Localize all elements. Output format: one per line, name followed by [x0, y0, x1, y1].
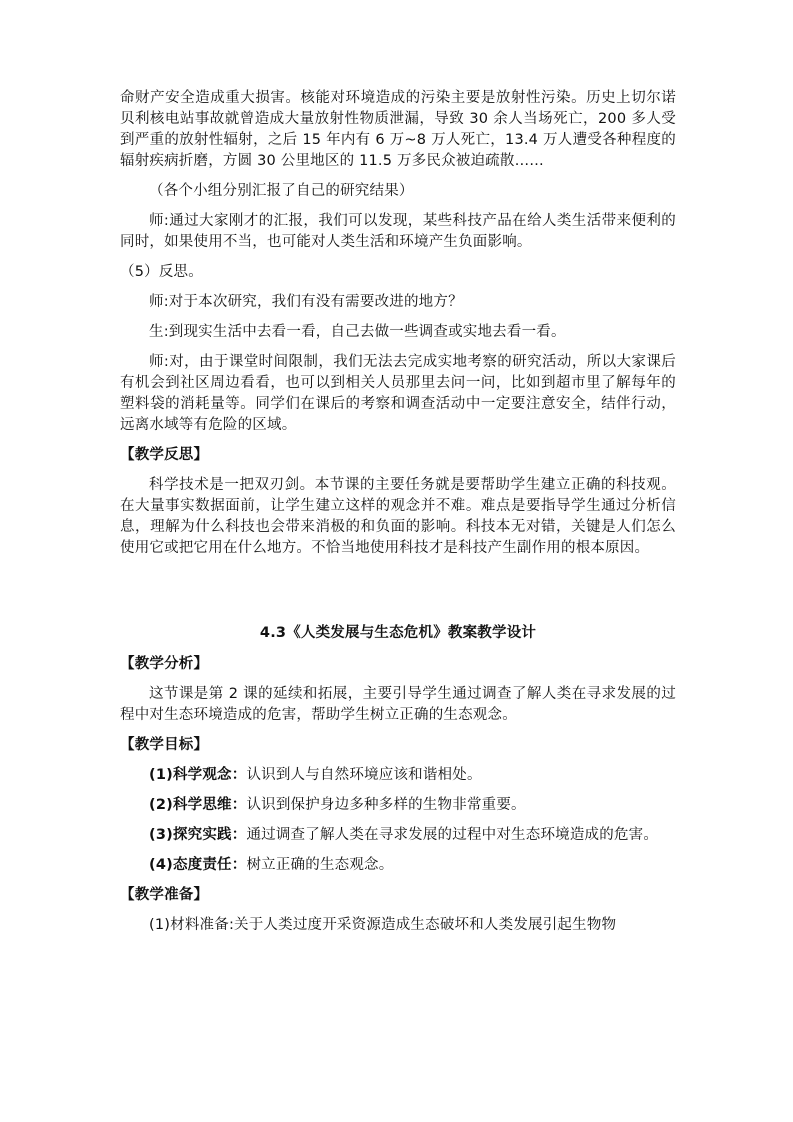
goal-item — [120, 765, 676, 786]
teaching-reflection-text: 科学技术是一把双刃剑。本节课的主要任务就是要帮助学生建立正确的科技观。在大量事实数据面前，让学生建立这样的观念并不难。难点是要指导学生通过分析信息，理解为什么科技也会带来消极的和负面的影响。科技本无对错，关键是人们怎么使用它或把它用在什么地方。不恰当地使用科技才是科技产生副作用的根本原因。 — [120, 477, 676, 556]
paragraph-teacher-advice: 师:对，由于课堂时间限制，我们无法去完成实地考察的研究活动，所以大家课后有机会到社区周边看看，也可以到相关人员那里去问一问，比如到超市里了解每年的塑料袋的消耗量等。同学们在课后的考察和调查活动中一定要注意安全，结伴行动，远离水域等有危险的区域。 — [120, 354, 676, 433]
goal-item — [120, 825, 676, 846]
lesson-title: 4.3《人类发展与生态危机》教案教学设计 — [259, 625, 537, 641]
goal-item — [120, 855, 676, 876]
paragraph-student-answer: 生:到现实生活中去看一看，自己去做一些调查或实地去看一看。 — [149, 324, 566, 340]
paragraph-group-report-note: （各个小组分别汇报了自己的研究结果） — [149, 183, 414, 199]
goal-item — [120, 795, 676, 816]
goal-text: 认识到保护身边多种多样的生物非常重要。 — [246, 797, 526, 813]
goal-label: (3)探究实践： — [149, 827, 247, 843]
teaching-goals-heading: 【教学目标】 — [120, 737, 209, 753]
paragraph-teacher-summary: 师:通过大家刚才的汇报，我们可以发现，某些科技产品在给人类生活带来便利的同时，如果使用不当，也可能对人类生活和环境产生负面影响。 — [120, 213, 676, 250]
goal-label: (2)科学思维： — [149, 797, 247, 813]
teaching-reflection-heading: 【教学反思】 — [120, 447, 209, 463]
teaching-preparation-text: (1)材料准备:关于人类过度开采资源造成生态破坏和人类发展引起生物物 — [149, 917, 617, 933]
goal-label: (4)态度责任： — [149, 857, 247, 873]
goal-text: 认识到人与自然环境应该和谐相处。 — [246, 767, 482, 783]
teaching-analysis-heading: 【教学分析】 — [120, 656, 209, 672]
paragraph-teacher-question: 师:对于本次研究，我们有没有需要改进的地方？ — [149, 294, 463, 310]
paragraph-nuclear-pollution: 命财产安全造成重大损害。核能对环境造成的污染主要是放射性污染。历史上切尔诺贝利核电站事故就曾造成大量放射性物质泄漏，导致 30 余人当场死亡，200 多人受到严重的放射性辐射，之后 15 年内有 6 万~8 万人死亡，13.4 万人遭受各种程度的辐射疾病折磨，方圆 30 公里地区的 11.5 万多民众被迫疏散…… — [120, 90, 676, 169]
document-body — [120, 88, 676, 936]
section-reflect-label: （5）反思。 — [120, 264, 203, 280]
teaching-analysis-text: 这节课是第 2 课的延续和拓展，主要引导学生通过调查了解人类在寻求发展的过程中对生态环境造成的危害，帮助学生树立正确的生态观念。 — [120, 686, 676, 723]
teaching-preparation-heading: 【教学准备】 — [120, 887, 209, 903]
goal-text: 树立正确的生态观念。 — [246, 857, 394, 873]
goal-label: (1)科学观念： — [149, 767, 247, 783]
goal-text: 通过调查了解人类在寻求发展的过程中对生态环境造成的危害。 — [246, 827, 659, 843]
